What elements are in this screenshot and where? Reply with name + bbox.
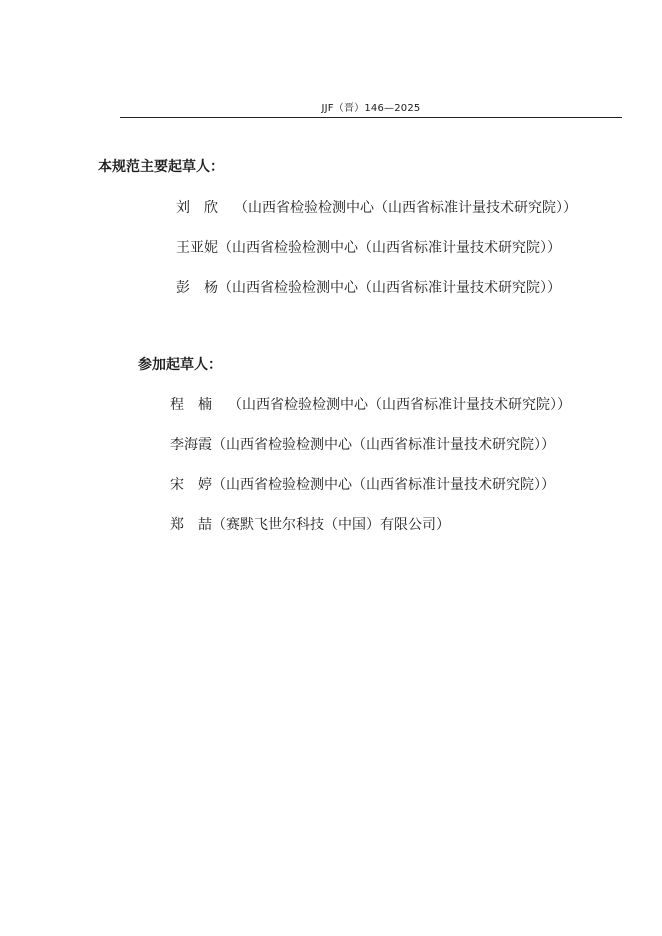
header-divider: [120, 117, 622, 118]
main-drafter-entry: [176, 277, 561, 297]
drafter-organization: （赛默飞世尔科技（中国）有限公司）: [212, 517, 450, 533]
drafter-name: 刘 欣: [176, 200, 218, 216]
drafter-organization: （山西省检验检测中心（山西省标准计量技术研究院））: [218, 240, 561, 256]
drafter-organization: （山西省检验检测中心（山西省标准计量技术研究院））: [212, 437, 555, 453]
participating-drafter-entry: [170, 434, 555, 454]
drafter-name: 彭 杨: [176, 280, 218, 296]
drafter-name: 程 楠: [170, 397, 212, 413]
drafter-organization: （山西省检验检测中心（山西省标准计量技术研究院））: [218, 280, 561, 296]
drafter-organization: （山西省检验检测中心（山西省标准计量技术研究院））: [228, 397, 571, 413]
drafter-name: 宋 婷: [170, 477, 212, 493]
participating-drafters-title: 参加起草人：: [138, 357, 222, 373]
participating-drafter-entry: [170, 514, 450, 534]
drafter-name: 王亚妮: [176, 240, 218, 256]
document-code-header: JJF（晋）146—2025: [321, 103, 421, 114]
drafter-organization: （山西省检验检测中心（山西省标准计量技术研究院））: [212, 477, 555, 493]
drafter-name: 李海霞: [170, 437, 212, 453]
drafter-organization: （山西省检验检测中心（山西省标准计量技术研究院））: [234, 200, 577, 216]
participating-drafter-entry: [170, 474, 555, 494]
main-drafters-title: 本规范主要起草人：: [98, 159, 224, 175]
main-drafter-entry: [176, 237, 561, 257]
main-drafter-entry: [176, 197, 577, 217]
participating-drafter-entry: [170, 394, 571, 414]
drafter-name: 郑 喆: [170, 517, 212, 533]
